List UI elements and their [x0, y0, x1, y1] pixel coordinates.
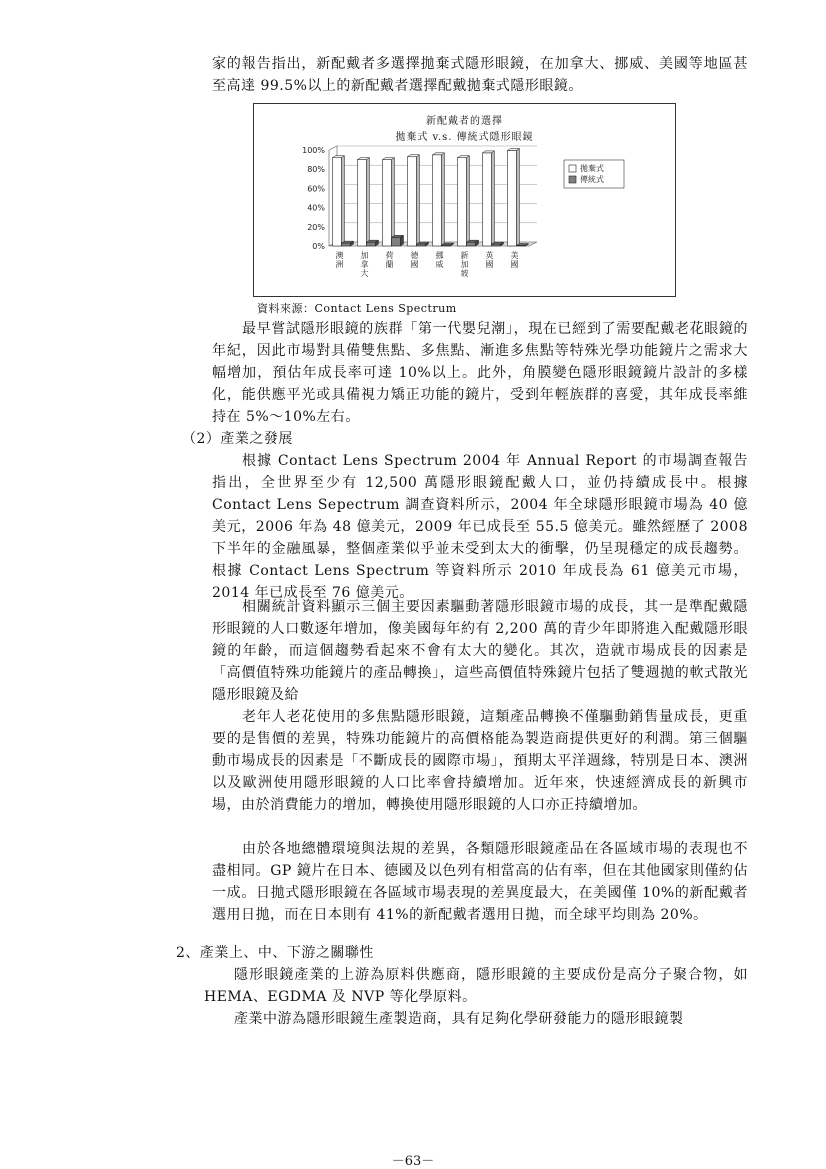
y-tick-label: 40% — [307, 203, 325, 213]
paragraph-growth-factors: 相關統計資料顯示三個主要因素驅動著隱形眼鏡市場的成長，其一是準配戴隱形眼鏡的人口數逐年增加，像美國每年約有 2,200 萬的青少年即將進入配戴隱形眼鏡的年齡，而這個趨勢看起來不會有太大的變化。其次，造就市場成長的因素是「高價值特殊功能鏡片的產品轉換」，這些高價值特殊鏡片包括了雙週拋的軟式散光隱形眼鏡及給 — [212, 599, 748, 703]
bar-disposable — [433, 155, 442, 246]
intro-paragraph: 家的報告指出，新配戴者多選擇拋棄式隱形眼鏡，在加拿大、挪威、美國等地區甚至高達 99.5%以上的新配戴者選擇配戴拋棄式隱形眼鏡。 — [212, 56, 748, 94]
bar-side — [492, 151, 495, 246]
chart-plot — [254, 104, 675, 296]
paragraph-market-report: 根據 Contact Lens Spectrum 2004 年 Annual Report 的市場調查報告指出，全世界至少有 12,500 萬隱形眼鏡配戴人口，並仍持續成長中。根據 Contact Lens Sepectrum 調查資料所示，2004 年全球隱形眼鏡市場為 40 億美元，2006 年為 48 億美元，2009 年已成長至 55.5 億美元。雖然經歷了 2008 下半年的金融風暴，整個產業似乎並未受到太大的衝擊，仍呈現穩定的成長趨勢。根據 Contact Lens Spectrum 等資料所示 2010 年成長為 61 億美元市場，2014 年已成長至 76 億美元。 — [212, 453, 748, 601]
bar-side — [401, 235, 404, 246]
bar-traditional — [417, 244, 426, 246]
x-category-label: 德國 — [410, 251, 419, 269]
bar-side — [417, 155, 420, 246]
bar-traditional — [342, 243, 351, 246]
y-tick-label: 80% — [307, 165, 325, 175]
bar-traditional — [367, 242, 376, 246]
paragraph-regional-differences: 由於各地總體環境與法規的差異，各類隱形眼鏡產品在各區域市場的表現也不盡相同。GP 鏡片在日本、德國及以色列有相當高的佔有率，但在其他國家則僅約佔一成。日拋式隱形眼鏡在各區域市場表現的差異度最大，在美國僅 10%的新配戴者選用日拋，而在日本則有 41%的新配戴者選用日拋，而全球平均則為 20%。 — [212, 841, 748, 923]
bar-side — [367, 158, 370, 246]
bar-disposable — [508, 150, 517, 246]
chart-title: 新配戴者的選擇 — [426, 116, 503, 127]
page-number: －63－ — [391, 1154, 435, 1169]
bar-side — [392, 158, 395, 246]
legend-label: 拋棄式 — [580, 164, 604, 173]
y-tick-label: 0% — [312, 242, 325, 251]
bar-chart — [253, 103, 676, 297]
legend-swatch — [569, 165, 576, 172]
legend-swatch — [569, 176, 576, 183]
section-heading-supply-chain: 2、產業上、中、下游之關聯性 — [176, 945, 374, 961]
chart-subtitle: 拋棄式 v.s. 傳統式隱形眼鏡 — [395, 132, 534, 143]
x-category-label: 新加坡 — [460, 251, 469, 278]
bar-side — [342, 156, 345, 246]
x-category-label: 英國 — [485, 251, 494, 269]
bar-disposable — [333, 158, 342, 246]
bar-traditional — [492, 244, 501, 246]
legend-label: 傳統式 — [580, 175, 604, 184]
x-category-label: 美國 — [510, 251, 519, 269]
paragraph-midstream: 產業中游為隱形眼鏡生產製造商，具有足夠化學研發能力的隱形眼鏡製 — [234, 1011, 684, 1027]
bar-side — [442, 153, 445, 246]
paragraph-first-generation: 最早嘗試隱形眼鏡的族群「第一代嬰兒潮」，現在已經到了需要配戴老花眼鏡的年紀，因此市場對具備雙焦點、多焦點、漸進多焦點等特殊光學功能鏡片之需求大幅增加，預估年成長率可達 10%以上。此外，角膜變色隱形眼鏡鏡片設計的多樣化，能供應平光或具備視力矯正功能的鏡片，受到年輕族群的喜愛，其年成長率維持在 5%～10%左右。 — [212, 321, 748, 425]
x-category-label: 挪威 — [435, 251, 444, 269]
bar-disposable — [483, 153, 492, 246]
bar-side — [517, 148, 520, 246]
paragraph-upstream: 隱形眼鏡產業的上游為原料供應商，隱形眼鏡的主要成份是高分子聚合物，如 HEMA、EGDMA 及 NVP 等化學原料。 — [204, 967, 748, 1005]
y-tick-label: 100% — [302, 146, 325, 155]
section-heading-industry-development: （2）產業之發展 — [182, 431, 293, 447]
y-tick-label: 60% — [307, 184, 325, 194]
bar-side — [467, 156, 470, 246]
chart-source: 資料來源：Contact Lens Spectrum — [257, 302, 457, 315]
x-category-label: 加拿大 — [360, 251, 369, 278]
bar-disposable — [383, 160, 392, 246]
x-category-label: 澳洲 — [335, 251, 344, 269]
bar-disposable — [408, 157, 417, 246]
bar-traditional — [392, 237, 401, 246]
y-tick-label: 20% — [307, 222, 325, 232]
paragraph-multifocal: 老年人老花使用的多焦點隱形眼鏡，這類產品轉換不僅驅動銷售量成長，更重要的是售價的差異，特殊功能鏡片的高價格能為製造商提供更好的利潤。第三個驅動市場成長的因素是「不斷成長的國際市場」，預期太平洋週緣，特別是日本、澳洲以及歐洲使用隱形眼鏡的人口比率會持續增加。近年來，快速經濟成長的新興市場，由於消費能力的增加，轉換使用隱形眼鏡的人口亦正持續增加。 — [212, 709, 748, 813]
bar-disposable — [358, 160, 367, 246]
x-category-label: 荷蘭 — [385, 251, 394, 269]
bar-disposable — [458, 158, 467, 246]
bar-traditional — [467, 242, 476, 246]
